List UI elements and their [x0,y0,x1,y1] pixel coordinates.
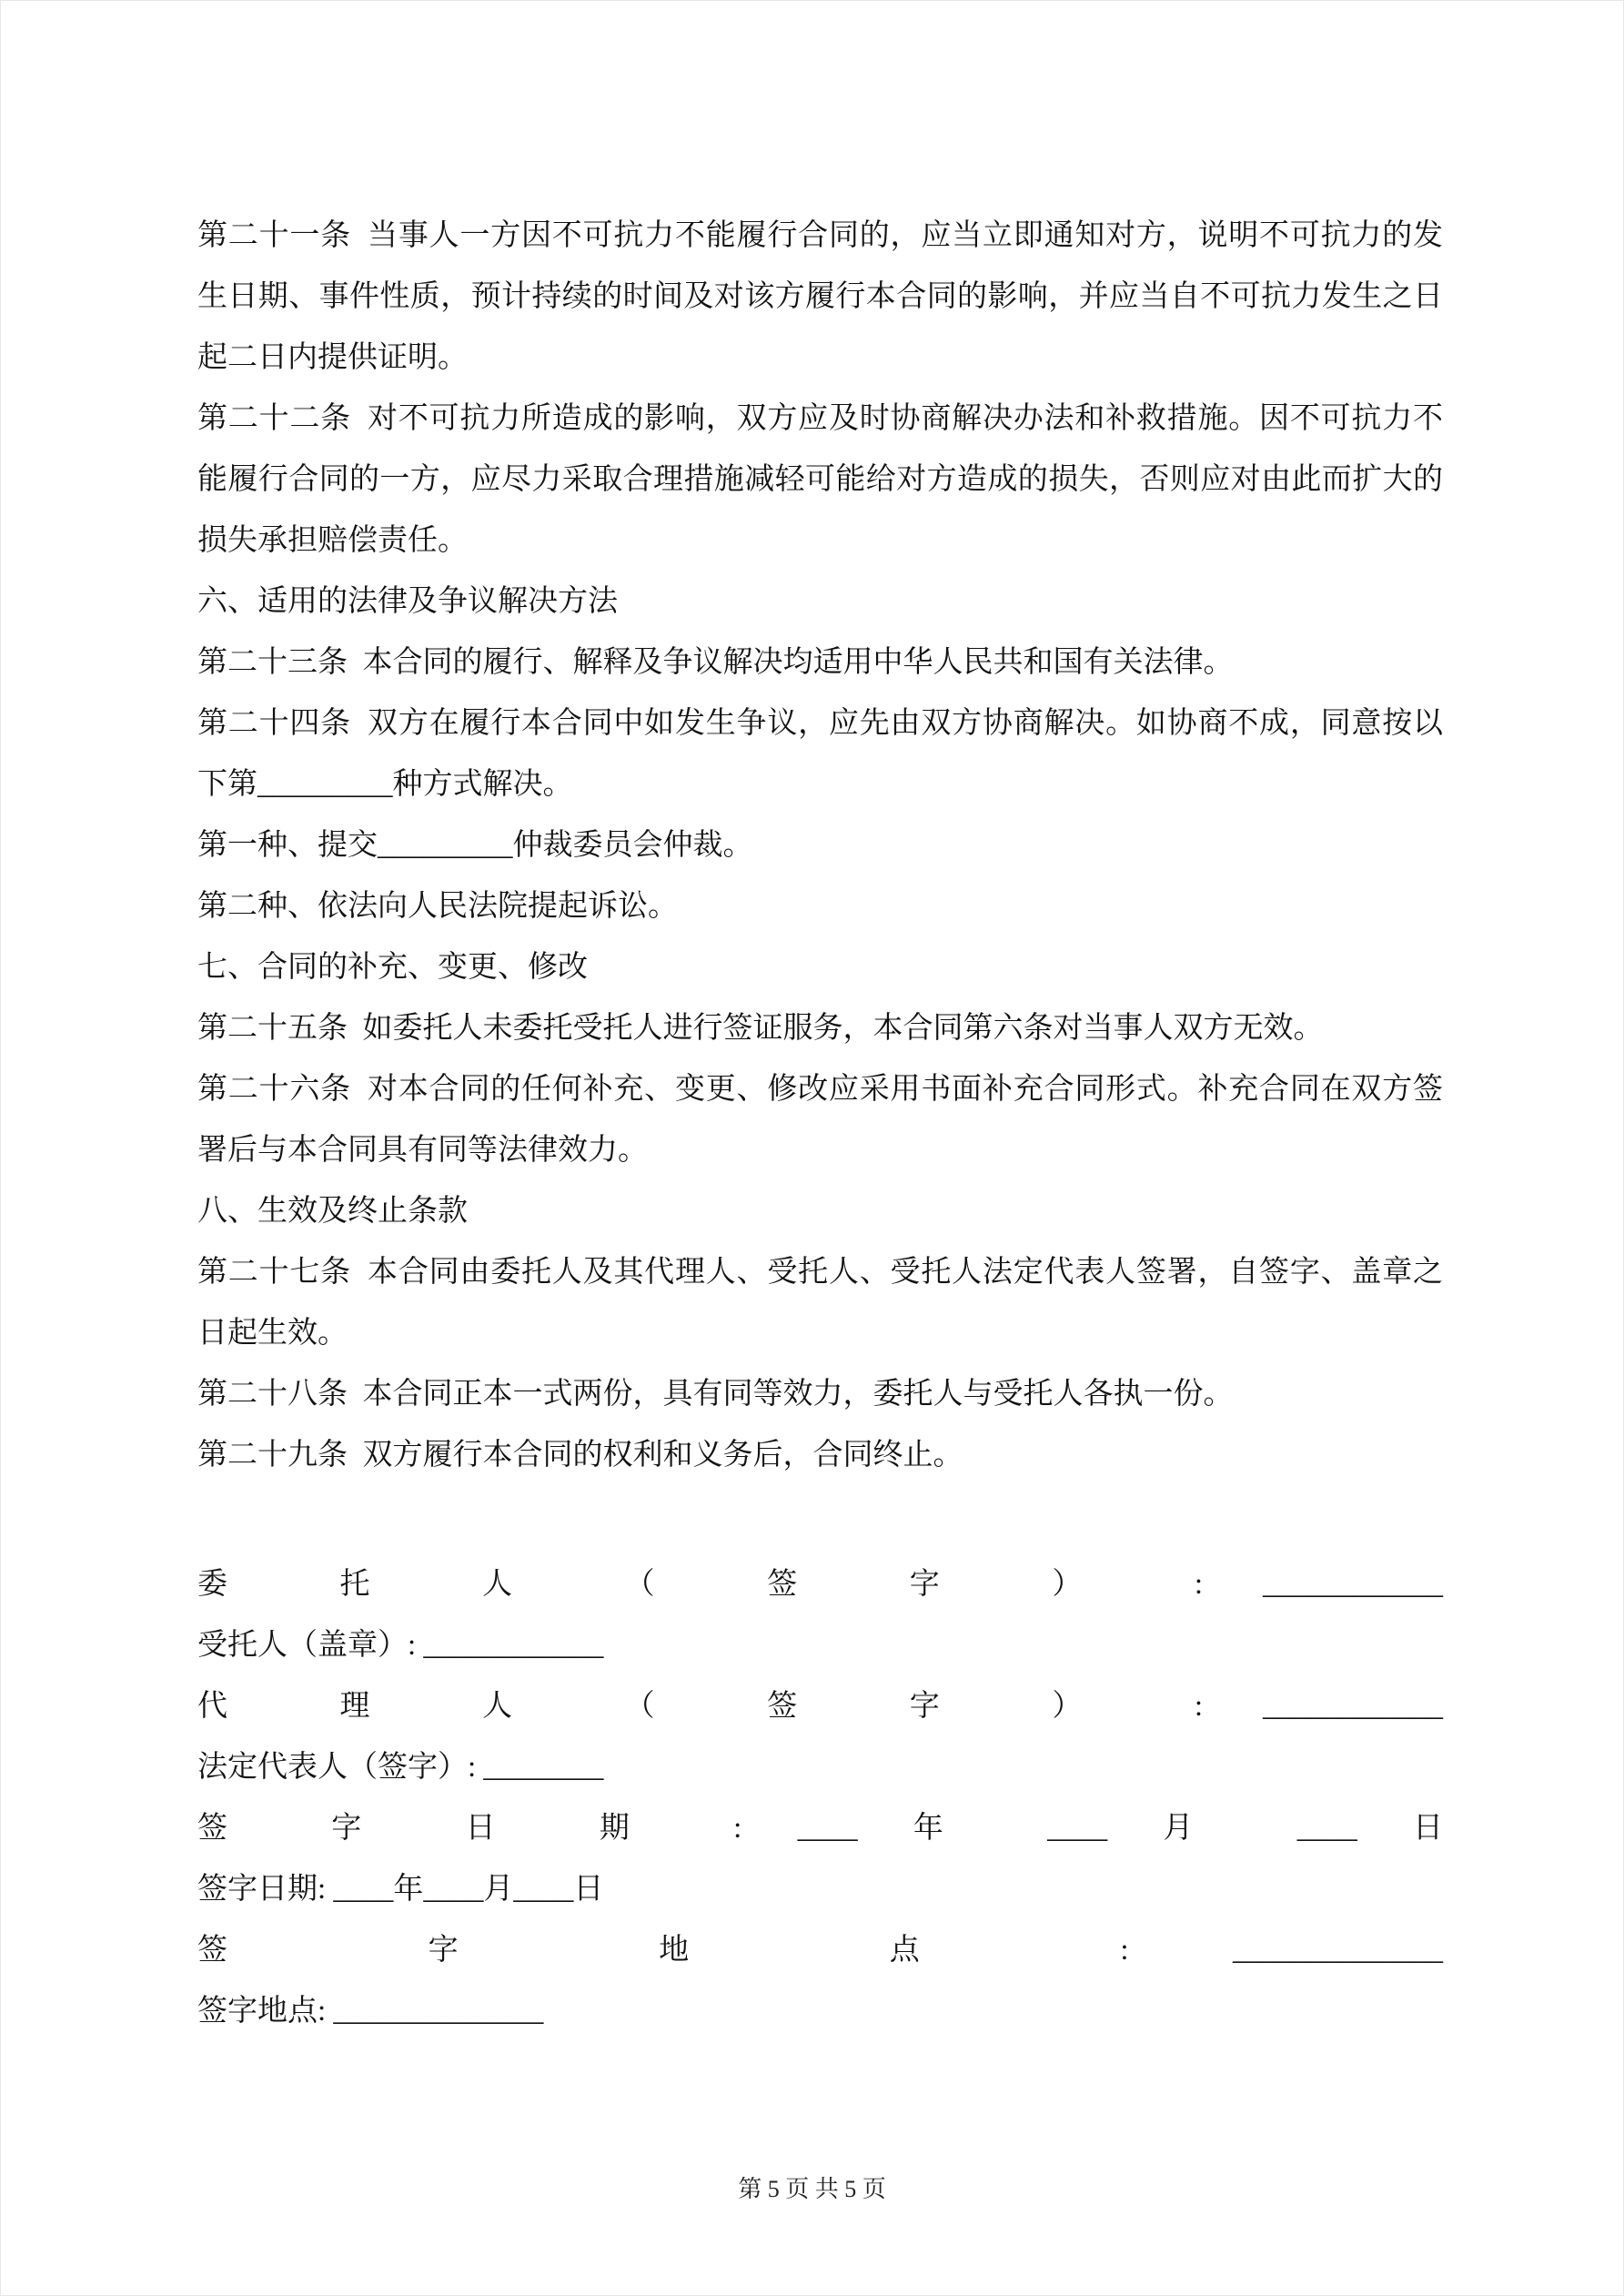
clause-26: 第二十六条 对本合同的任何补充、变更、修改应采用书面补充合同形式。补充合同在双方签署后与本合同具有同等法律效力。 [197,1073,1443,1167]
section-heading-6: 六、适用的法律及争议解决方法 [197,585,618,618]
sign-date-line-justified: 签 字 日 期 : ____ 年 ____ 月 ____ 日 [197,1812,1443,1845]
clause-23: 第二十三条 本合同的履行、解释及争议解决均适用中华人民共和国有关法律。 [197,646,1234,679]
clause-29: 第二十九条 双方履行本合同的权利和义务后，合同终止。 [197,1439,963,1472]
client-signature-line: 委 托 人 （ 签 字 ） : ____________ [197,1568,1443,1601]
sign-date-line: 签字日期: ____年____月____日 [197,1873,604,1906]
legal-rep-signature-line: 法定代表人（签字）: ________ [197,1751,604,1784]
clause-24: 第二十四条 双方在履行本合同中如发生争议，应先由双方协商解决。如协商不成，同意按以下第_________种方式解决。 [197,707,1443,801]
agent-signature-line: 代 理 人 （ 签 字 ） : ____________ [197,1690,1443,1723]
sign-place-line: 签字地点: ______________ [197,1995,544,2028]
clause-27: 第二十七条 本合同由委托人及其代理人、受托人、受托人法定代表人签署，自签字、盖章之日起生效。 [197,1256,1443,1350]
option-2-litigation: 第二种、依法向人民法院提起诉讼。 [197,890,678,923]
clause-21: 第二十一条 当事人一方因不可抗力不能履行合同的，应当立即通知对方，说明不可抗力的发生日期、事件性质，预计持续的时间及对该方履行本合同的影响，并应当自不可抗力发生之日起二日内提供证明。 [197,219,1443,374]
trustee-seal-line: 受托人（盖章）: ____________ [197,1629,604,1662]
clause-22: 第二十二条 对不可抗力所造成的影响，双方应及时协商解决办法和补救措施。因不可抗力不能履行合同的一方，应尽力采取合理措施减轻可能给对方造成的损失，否则应对由此而扩大的损失承担赔偿责任。 [197,402,1443,557]
section-heading-7: 七、合同的补充、变更、修改 [197,951,588,984]
contract-body [197,206,1443,2042]
clause-25: 第二十五条 如委托人未委托受托人进行签证服务，本合同第六条对当事人双方无效。 [197,1012,1324,1045]
option-1-arbitration: 第一种、提交_________仲裁委员会仲裁。 [197,829,753,862]
sign-place-line-justified: 签 字 地 点 : ______________ [197,1934,1443,1967]
clause-28: 第二十八条 本合同正本一式两份，具有同等效力，委托人与受托人各执一份。 [197,1378,1234,1411]
page-footer: 第 5 页 共 5 页 [738,2176,886,2202]
signature-block [197,1554,1443,2042]
section-heading-8: 八、生效及终止条款 [197,1195,468,1228]
